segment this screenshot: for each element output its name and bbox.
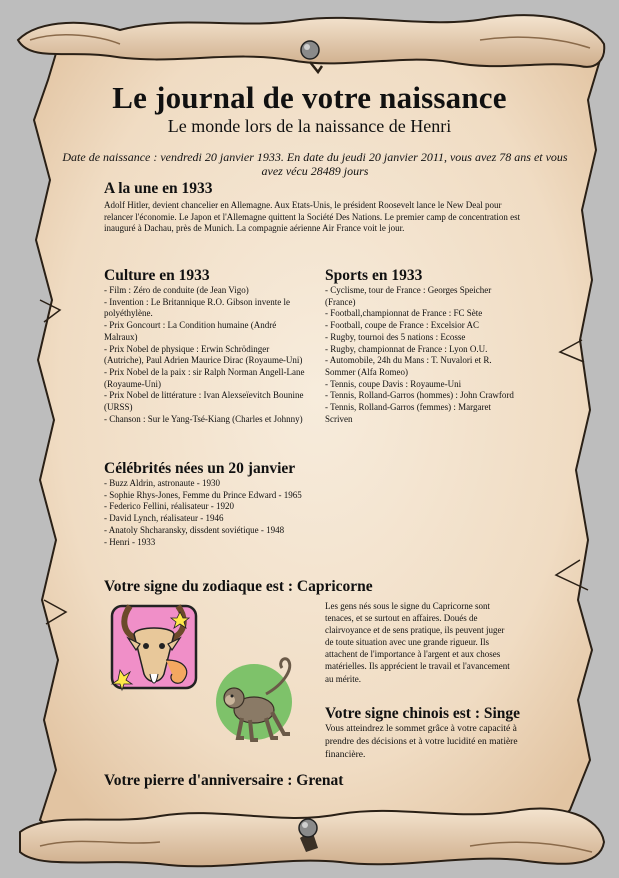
list-item: - Cyclisme, tour de France : Georges Speicher (France) [325,285,492,307]
list-item: - Federico Fellini, réalisateur - 1920 [104,501,234,512]
chinese-description: Vous atteindrez le sommet grâce à votre capacité à prendre des décisions et à votre lucidité en matière financière. [325,724,518,760]
celebrities-list [104,478,364,548]
sports-list [325,285,520,425]
chinese-sign-section [325,705,525,762]
page-title: Le journal de votre naissance [112,80,507,115]
headline-text: Adolf Hitler, devient chancelier en Allemagne. Aux Etats-Unis, le président Roosevelt lance le New Deal pour relancer l'économie. Le Japon et l'Allemagne quittent la Société Des Nations. Le premier camp de concentration est inauguré à Dachau, près de Munich. La compagnie aérienne Air France voit le jour. [104,200,521,234]
list-item: - Football, coupe de France : Excelsior AC [325,320,479,331]
list-item: - Chanson : Sur le Yang-Tsé-Kiang (Charles et Johnny) [104,413,303,424]
list-item: - Prix Nobel de littérature : Ivan Alexseïevitch Bounine (URSS) [104,390,304,413]
list-item: - Anatoly Shcharansky, dissdent soviétique - 1948 [104,524,285,535]
chinese-title: Votre signe chinois est : Singe [325,705,521,722]
sports-section [325,267,520,425]
list-item: - Prix Nobel de la paix : sir Ralph Norman Angell-Lane (Royaume-Uni) [104,366,305,389]
list-item: - Prix Nobel de physique : Erwin Schrödinger (Autriche), Paul Adrien Maurice Dirac (Royaume-Uni) [104,343,303,366]
birth-date-summary: Date de naissance : vendredi 20 janvier 1933. En date du jeudi 20 janvier 2011, vous avez 78 ans et vous avez vécu 28489 jours [62,150,568,178]
list-item: - Football,championnat de France : FC Sète [325,308,483,319]
culture-section [104,267,308,425]
culture-title: Culture en 1933 [104,267,210,284]
capricorn-icon [106,600,202,694]
birthstone-title: Votre pierre d'anniversaire : Grenat [104,772,344,789]
list-item: - Rugby, championnat de France : Lyon O.U. [325,343,488,354]
headline-section [104,180,524,235]
list-item: - Rugby, tournoi des 5 nations : Ecosse [325,331,466,342]
culture-list [104,285,308,425]
list-item: - Automobile, 24h du Mans : T. Nuvalori et R. Sommer (Alfa Romeo) [325,355,492,377]
celebrities-section [104,460,364,548]
sports-title: Sports en 1933 [325,267,423,284]
celebrities-title: Célébrités nées un 20 janvier [104,460,296,477]
zodiac-description: Les gens nés sous le signe du Capricorne sont tenaces, et se surtout en affaires. Doués de clairvoyance et de sens pratique, ils peuvent juger de toute situation avec une grande rigueur. Ils attachent de l'importance à l'argent et aux choses matérielles. Ils apprécient le travail et l'avancement au mérite. [325,601,510,684]
list-item: - Henri - 1933 [104,536,156,547]
list-item: - Prix Goncourt : La Condition humaine (André Malraux) [104,320,277,342]
zodiac-title: Votre signe du zodiaque est : Capricorne [104,578,373,595]
list-item: - Film : Zéro de conduite (de Jean Vigo) [104,285,249,295]
list-item: - Sophie Rhys-Jones, Femme du Prince Edward - 1965 [104,489,302,500]
headline-title: A la une en 1933 [104,180,213,197]
monkey-icon [214,654,304,748]
list-item: - Buzz Aldrin, astronaute - 1930 [104,478,220,488]
list-item: - Tennis, Rolland-Garros (femmes) : Margaret Scriven [325,402,491,424]
list-item: - David Lynch, réalisateur - 1946 [104,513,224,524]
list-item: - Invention : Le Britannique R.O. Gibson invente le polyéthylène. [104,296,290,319]
page-subtitle: Le monde lors de la naissance de Henri [167,116,452,136]
list-item: - Tennis, Rolland-Garros (hommes) : John Crawford [325,390,514,401]
list-item: - Tennis, coupe Davis : Royaume-Uni [325,378,462,389]
